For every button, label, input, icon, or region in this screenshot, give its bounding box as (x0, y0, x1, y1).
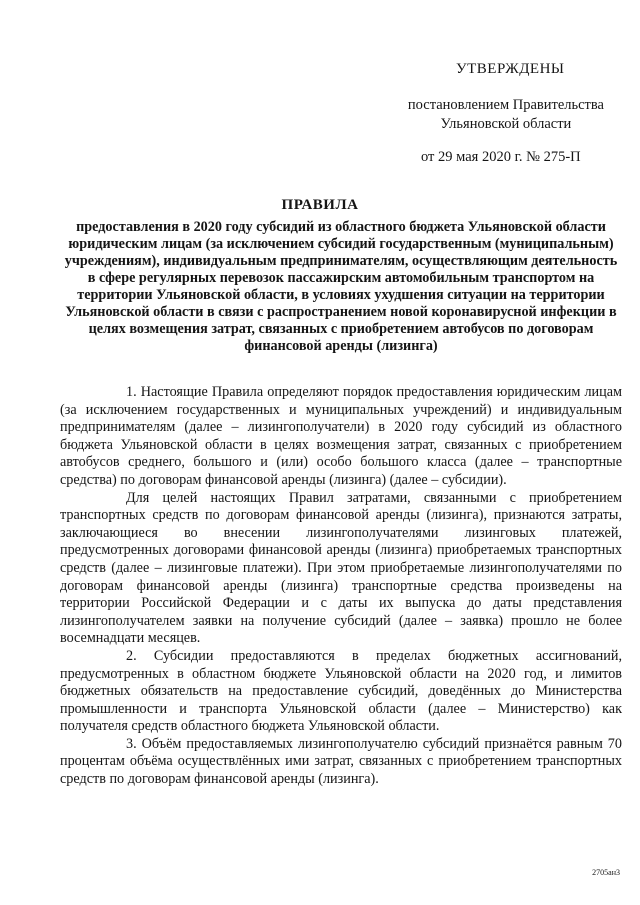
document-subtitle: предоставления в 2020 году субсидий из областного бюджета Ульяновской области юридическим лицам (за исключением субсидий государственным (муниципальным) учреждениям), индивидуальным предпринимателям, осуществляющим деятельность в сфере регулярных перевозок пассажирским автомобильным транспортом на территории Ульяновской области, в условиях ухудшения ситуации на территории Ульяновской области в связи с распространением новой коронавирусной инфекции в целях возмещения затрат, связанных с приобретением автобусов по договорам финансовой аренды (лизинга) (64, 219, 618, 354)
document-title: ПРАВИЛА (281, 197, 359, 213)
paragraph-3: 2. Субсидии предоставляются в пределах бюджетных ассигнований, предусмотренных в областном бюджете Ульяновской области на 2020 год, и лимитов бюджетных обязательств на предоставление субсидий, доведённых до Министерства промышленности и транспорта Ульяновской области (далее – Министерство) как получателя средств областного бюджета Ульяновской области. (60, 647, 622, 735)
decree-reference (408, 96, 604, 134)
decree-line-2: Ульяновской области (440, 116, 572, 132)
paragraph-1: 1. Настоящие Правила определяют порядок предоставления юридическим лицам (за исключением государственных и муниципальных учреждений) и индивидуальным предпринимателям (далее – лизингополучатели) в 2020 году субсидий из областного бюджета Ульяновской области в целях возмещения затрат, связанных с приобретением автобусов среднего, большого и (или) особо большого класса (далее – транспортные средства) по договорам финансовой аренды (лизинга) (далее – субсидии). (60, 384, 622, 488)
decree-line-1: постановлением Правительства (407, 97, 604, 113)
footer-code: 2705ан3 (592, 868, 620, 877)
document-body (60, 384, 622, 789)
paragraph-2: Для целей настоящих Правил затратами, связанными с приобретением транспортных средств по договорам финансовой аренды (лизинга), признаются затраты, заключающиеся во внесении лизингополучателями лизинговых платежей, предусмотренных договорами финансовой аренды (лизинга) приобретаемых транспортных средств (далее – лизинговые платежи). При этом приобретаемые лизингополучателями по договорам финансовой аренды (лизинга) транспортные средства произведены на территории Российской Федерации и с даты их выпуска до даты представления лизингополучателем заявки на получение субсидий (далее – заявка) прошло не более восемнадцати месяцев. (60, 489, 622, 647)
paragraph-4: 3. Объём предоставляемых лизингополучателю субсидий признаётся равным 70 процентам объёма осуществлённых ими затрат, связанных с приобретением транспортных средств по договорам финансовой аренды (лизинга). (60, 735, 622, 788)
decree-date: от 29 мая 2020 г. № 275-П (421, 149, 581, 165)
approval-heading: УТВЕРЖДЕНЫ (456, 61, 565, 77)
